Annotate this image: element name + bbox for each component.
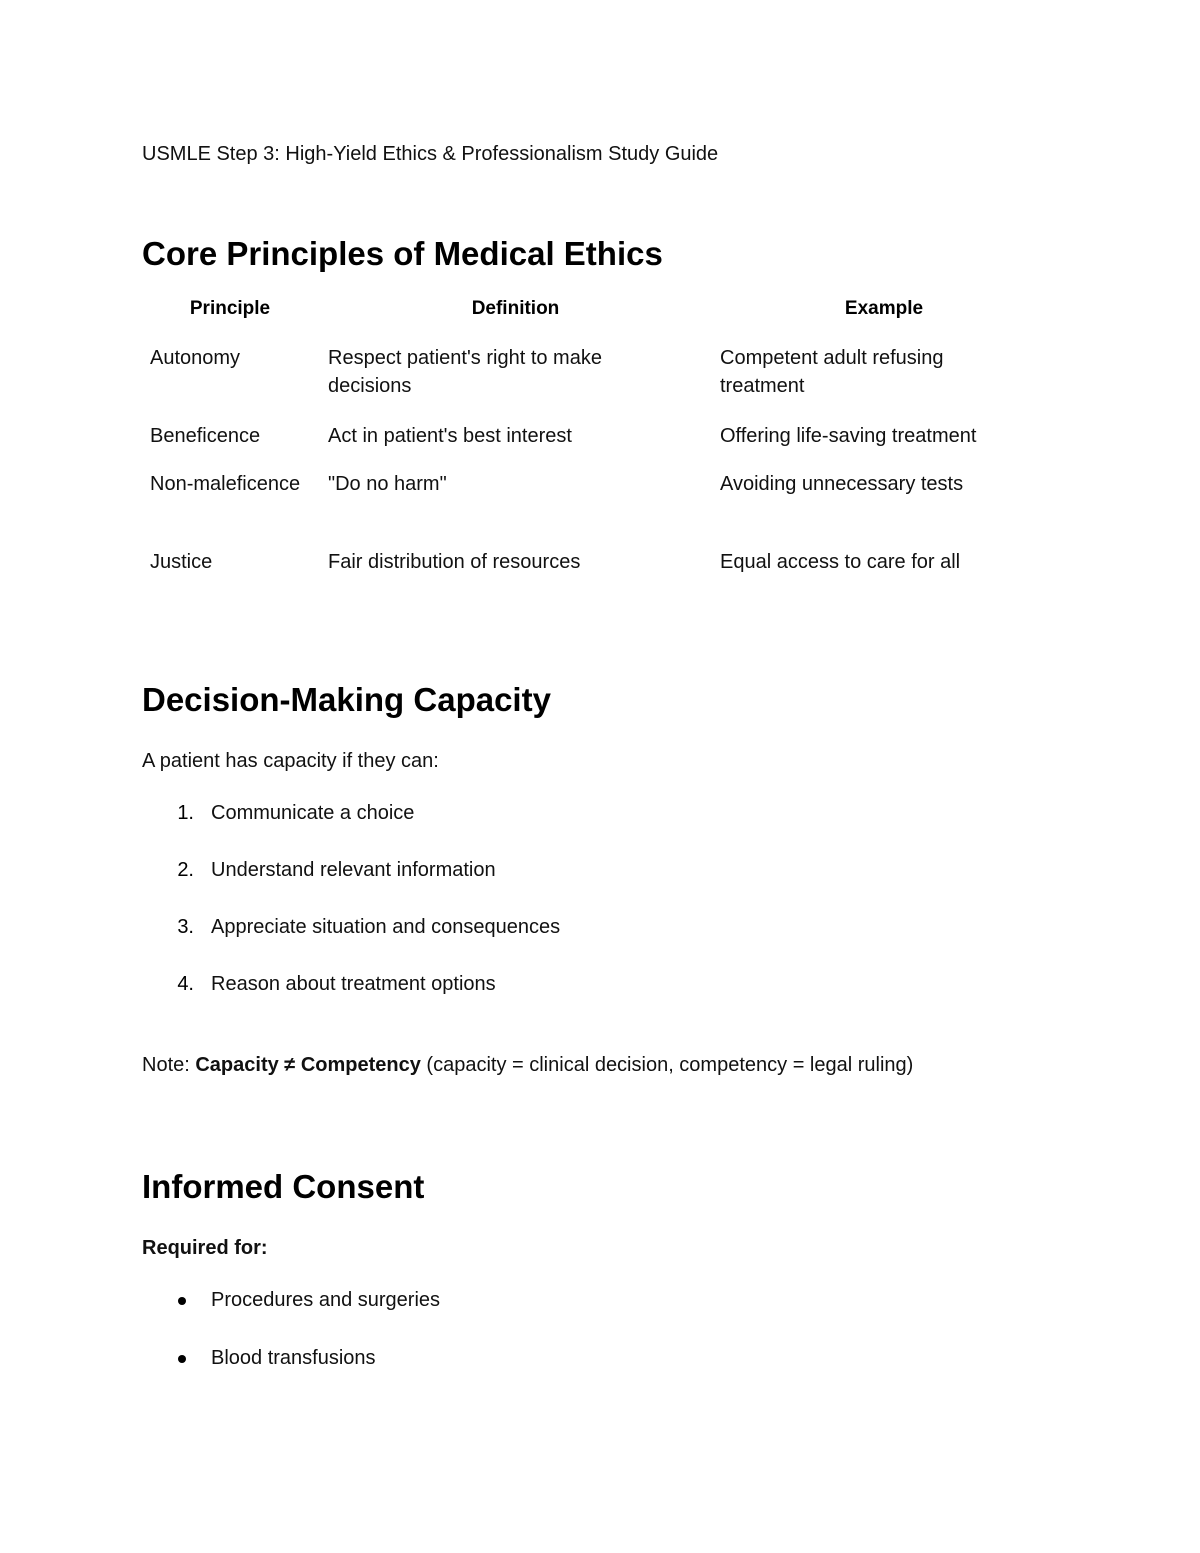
- document-title: USMLE Step 3: High-Yield Ethics & Professionalism Study Guide: [142, 143, 719, 165]
- list-item: Procedures and surgeries: [211, 1289, 441, 1311]
- list-item: Understand relevant information: [211, 859, 496, 881]
- bullet-icon: [178, 1297, 186, 1305]
- table-cell: Avoiding unnecessary tests: [720, 473, 964, 495]
- table-cell: Competent adult refusing treatment: [720, 347, 944, 397]
- list-item: Appreciate situation and consequences: [211, 916, 561, 938]
- list-number: 2.: [177, 859, 194, 881]
- capacity-note: [142, 1051, 913, 1079]
- table-cell: Act in patient's best interest: [328, 425, 572, 447]
- list-item: Reason about treatment options: [211, 973, 496, 995]
- table-cell: Equal access to care for all: [720, 551, 961, 573]
- table-cell: Autonomy: [150, 347, 241, 369]
- note-prefix: Note:: [142, 1054, 196, 1076]
- table-cell: Fair distribution of resources: [328, 551, 581, 573]
- table-cell: Justice: [150, 551, 213, 573]
- list-item: Communicate a choice: [211, 802, 415, 824]
- list-number: 4.: [177, 973, 194, 995]
- required-for-label: Required for:: [142, 1237, 268, 1259]
- table-cell: "Do no harm": [328, 473, 447, 495]
- note-bold-term: Capacity ≠ Competency: [195, 1054, 421, 1076]
- list-number: 3.: [177, 916, 194, 938]
- section-heading-informed-consent: Informed Consent: [142, 1168, 425, 1205]
- bullet-icon: [178, 1355, 186, 1363]
- table-cell: Respect patient's right to make decisions: [328, 347, 602, 397]
- table-cell: Non-maleficence: [150, 473, 301, 495]
- table-header-example: Example: [844, 298, 924, 319]
- table-header-definition: Definition: [471, 298, 560, 319]
- list-item: Blood transfusions: [211, 1347, 376, 1369]
- capacity-intro: A patient has capacity if they can:: [142, 750, 439, 772]
- section-heading-decision-capacity: Decision-Making Capacity: [142, 681, 551, 718]
- note-suffix: (capacity = clinical decision, competency = legal ruling): [420, 1054, 914, 1076]
- table-cell: Offering life-saving treatment: [720, 425, 977, 447]
- table-cell: Beneficence: [150, 425, 261, 447]
- list-number: 1.: [177, 802, 194, 824]
- table-header-principle: Principle: [189, 298, 271, 319]
- section-heading-core-principles: Core Principles of Medical Ethics: [142, 235, 663, 272]
